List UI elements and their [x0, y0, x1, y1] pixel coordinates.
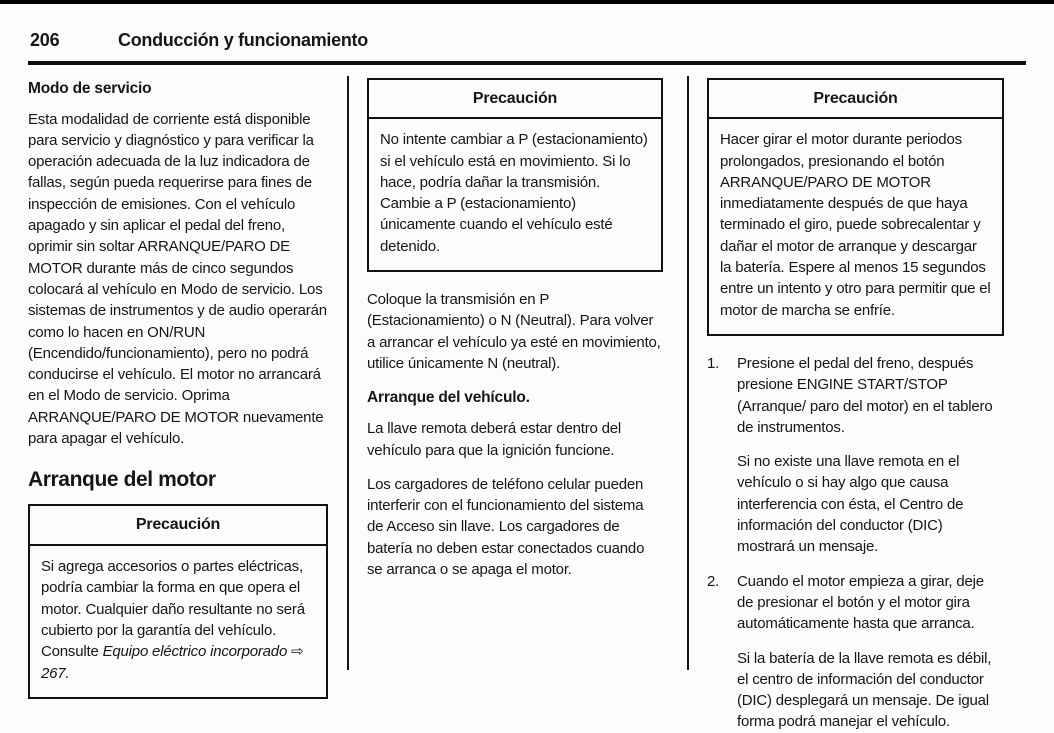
list-item: [707, 353, 1004, 438]
step-text: Cuando el motor empieza a girar, deje de presionar el botón y el motor gira automáticamente hasta que arranca.: [737, 572, 984, 633]
chargers-paragraph: Los cargadores de teléfono celular pueden interferir con el funcionamiento del sistema de Acceso sin llave. Los cargadores de batería no deben estar conectados cuando se arranca o se apaga el motor.: [367, 475, 645, 579]
vehicle-start-heading: Arranque del vehículo.: [367, 389, 530, 407]
caution-body: [30, 546, 326, 697]
column-3: [689, 65, 1026, 731]
caution-title: Precaución: [369, 80, 661, 120]
remote-key-paragraph: La llave remota deberá estar dentro del vehículo para que la ignición funcione.: [367, 420, 622, 459]
cross-reference-arrow-icon: ⇨: [291, 643, 304, 661]
caution-box-electrical: [28, 504, 328, 699]
caution-box-cranking: [707, 78, 1004, 336]
engine-start-heading: Arranque del motor: [28, 468, 216, 492]
transmission-paragraph: Coloque la transmisión en P (Estacionamiento) o N (Neutral). Para volver a arrancar el vehículo ya esté en movimiento, utilice únicamente N (neutral).: [367, 291, 661, 372]
service-mode-heading: Modo de servicio: [28, 79, 152, 97]
caution-title: Precaución: [709, 80, 1002, 120]
step-note: Si la batería de la llave remota es débil, el centro de información del conductor (DIC) desplegará un mensaje. De igual forma podrá manejar el vehículo.: [737, 649, 992, 731]
column-1: [28, 65, 347, 682]
service-mode-paragraph: Esta modalidad de corriente está disponible para servicio y diagnóstico y para verificar la operación adecuada de la luz indicadora de fallas, según pueda requerirse para fines de inspección de emisiones. Con el vehículo apagado y sin aplicar el pedal del freno, oprimir sin soltar ARRANQUE/PARO DE MOTOR durante más de cinco segundos colocará al vehículo en Modo de servicio. Los sistemas de instrumentos y de audio operarán como lo hacen en ON/RUN (Encendido/funcionamiento), pero no podrá conducirse el vehículo. El motor no arrancará en el Modo de servicio. Oprima ARRANQUE/PARO DE MOTOR nuevamente para apagar el vehículo.: [28, 110, 327, 447]
list-item: [707, 571, 1004, 635]
step-number: 2.: [707, 572, 720, 590]
step-text: Presione el pedal del freno, después presione ENGINE START/STOP (Arranque/ paro del motor) en el tablero de instrumentos.: [737, 354, 993, 436]
column-2: [349, 65, 687, 671]
step-note: Si no existe una llave remota en el vehículo o si hay algo que causa interferencia con ésta, el Centro de información del conductor (DIC) mostrará un mensaje.: [737, 453, 964, 556]
caution-box-transmission: [367, 78, 663, 273]
page-number: 206: [30, 30, 60, 50]
caution-body: [709, 119, 1002, 334]
caution-title: Precaución: [30, 506, 326, 546]
page-header: [0, 4, 1054, 54]
caution-transmission-text: No intente cambiar a P (estacionamiento) si el vehículo está en movimiento. Si lo hace, podría dañar la transmisión. Cambie a P (estacionamiento) únicamente cuando el vehículo esté detenido.: [380, 131, 648, 255]
caution-text-plain: Si agrega accesorios o partes eléctricas, podría cambiar la forma en que opera el motor. Cualquier daño resultante no será cubierto por la garantía del vehículo. Consulte: [41, 558, 305, 661]
cross-reference-title: Equipo eléctrico incorporado: [102, 643, 288, 661]
cross-reference-page: 267.: [41, 664, 70, 682]
caution-electrical-text: [41, 556, 315, 684]
caution-cranking-text: Hacer girar el motor durante periodos prolongados, presionando el botón ARRANQUE/PARO DE MOTOR inmediatamente después de que haya terminado el giro, puede sobrecalentar y dañar el motor de arranque y descargar la batería. Espere al menos 15 segundos entre un intento y otro para permitir que el motor de marcha se enfríe.: [720, 131, 991, 319]
content-columns: [28, 65, 1026, 731]
caution-body: [369, 119, 661, 270]
section-title: Conducción y funcionamiento: [118, 30, 368, 50]
step-number: 1.: [707, 354, 720, 372]
